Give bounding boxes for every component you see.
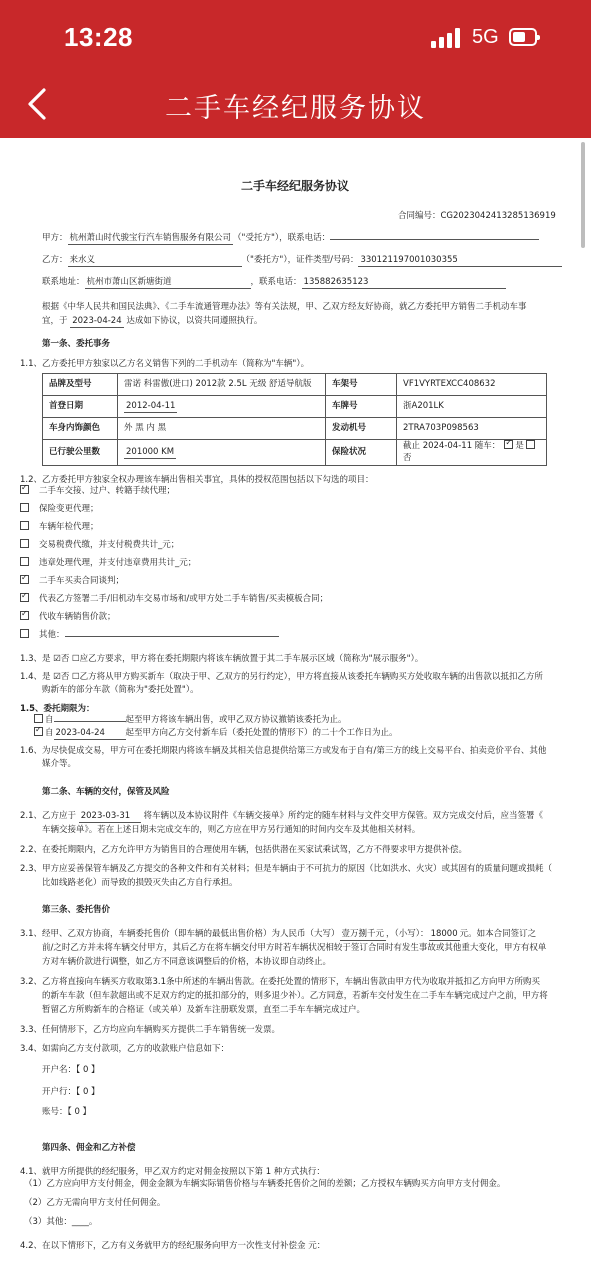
option-2[interactable]: 保险变更代理； — [20, 503, 99, 515]
option-3[interactable]: 车辆年检代理； — [20, 521, 99, 533]
option-7[interactable]: ✓代表乙方签署二手/旧机动车交易市场和/或甲方处二手车销售/买卖模板合同； — [20, 593, 328, 605]
option-9[interactable]: 其他： — [20, 629, 279, 641]
address-line: 联系地址： 杭州市萧山区新塘街道 ，联系电话： 135882635123 — [42, 276, 506, 289]
document-title: 二手车经纪服务协议 — [240, 179, 349, 193]
option-4[interactable]: 交易税费代缴，并支付税费共计_元； — [20, 539, 179, 551]
party-a-line: 甲方： 杭州萧山时代骏宝行汽车销售服务有限公司 （"受托方"），联系电话： — [42, 232, 539, 245]
term-option-b[interactable]: ✓自 2023-04-24 起至甲方向乙方交付新车后（委托处置的情形下）的二十个工作日为止。 — [34, 727, 398, 740]
network-label: 5G — [472, 26, 499, 48]
option-5[interactable]: 违章处理代理，并支付违章费用共计_元； — [20, 557, 196, 569]
clause-3-2-line-1: 3.2、乙方将直接向车辆买方收取第3.1条中所述的车辆出售款。在委托处置的情形下，车辆出售款由甲方代为收取并抵扣乙方向甲方所购买 — [20, 977, 541, 987]
clause-4-1: 4.1、就甲方所提供的经纪服务，甲乙双方约定对佣金按照以下第 1 种方式执行： — [20, 1167, 325, 1177]
clause-2-1-line-1: 2.1、乙方应于 2023-03-31 将车辆以及本协议附件《车辆交接单》所约定的随车材料与文件交甲方保管。双方完成交付后，应当签署《 — [20, 810, 543, 823]
signal-icon — [431, 28, 463, 48]
agreement-document — [20, 148, 560, 1280]
option-6[interactable]: ✓二手车买卖合同谈判； — [20, 575, 124, 587]
clause-1-3: 1.3、是 ☑否 ☐应乙方要求，甲方将在委托期限内将该车辆放置于其二手车展示区域（简称为"展示服务"）。 — [20, 654, 424, 664]
clause-3-2-line-3: 暂留乙方所购新车的合格证（或关单）及新车注册联发票，直至二手车车辆完成过户。 — [42, 1005, 366, 1015]
clause-4-1-option-1: （1）乙方应向甲方支付佣金，佣金金额为车辆实际销售价格与车辆委托售价之间的差额；乙方授权车辆购买方向甲方支付佣金。 — [24, 1179, 506, 1189]
section-2-heading: 第二条、车辆的交付，保管及风险 — [42, 787, 170, 797]
party-b-line: 乙方： 来水义 （"委托方"），证件类型/号码： 330121197001030355 — [42, 254, 562, 267]
preface-line-2: 宜，于 2023-04-24 达成如下协议，以资共同遵照执行。 — [42, 315, 262, 328]
account-number: 账号：【 0 】 — [42, 1107, 92, 1117]
clause-2-3-line-2: 比如线路老化）而导致的损毁灭失由乙方自行承担。 — [42, 878, 238, 888]
clause-1-1: 1.1、乙方委托甲方独家以乙方名义销售下列的二手机动车（简称为"车辆"）。 — [20, 359, 310, 369]
section-4-heading: 第四条、佣金和乙方补偿 — [42, 1143, 136, 1153]
clause-1-6-line-1: 1.6、为尽快促成交易，甲方可在委托期限内将该车辆及其相关信息提供给第三方或发布于自有/第三方的线上交易平台、拍卖竞价平台、其他 — [20, 746, 547, 756]
clause-1-4-line-1: 1.4、是 ☑否 ☐乙方将从甲方购买新车（取决于甲、乙双方的另行约定），甲方将直接从该委托车辆购买方处收取车辆的出售款以抵扣乙方所 — [20, 672, 543, 682]
app-header — [0, 0, 591, 138]
option-8[interactable]: ✓代收车辆销售价款； — [20, 611, 116, 623]
clause-3-3: 3.3、任何情形下，乙方均应向车辆购买方提供二手车销售统一发票。 — [20, 1025, 281, 1035]
clause-4-1-option-3: （3）其他：____。 — [24, 1217, 98, 1227]
section-3-heading: 第三条、委托售价 — [42, 905, 111, 915]
clause-4-2: 4.2、在以下情形下，乙方有义务就甲方的经纪服务向甲方一次性支付补偿金 元： — [20, 1241, 326, 1251]
vehicle-info-table: 品牌及型号 雷诺 科雷傲(进口) 2012款 2.5L 无级 舒适导航版 车架号 VF1VYRTEXCC408632 首登日期 2012-04-11 车牌号 浙A201LK 车身内饰颜色 外 黑 内 黑 发动机号 2TRA703P098563 已行驶公里数 201000 KM 保险状况 截止 2024-04-11 随车：✓ 是否 — [42, 373, 547, 466]
clause-3-1-line-2: 前/之时乙方并未将车辆交付甲方，其后乙方在将车辆交付甲方时若车辆状况相较于签订合同时有发生事故或其他重大变化，甲方有权单 — [42, 943, 547, 953]
clause-1-4-line-2: 购新车的部分车款（简称为"委托处置"）。 — [42, 685, 199, 695]
clause-2-2: 2.2、在委托期限内，乙方允许甲方为销售目的合理使用车辆，包括供潜在买家试乘试驾，乙方不得要求甲方提供补偿。 — [20, 845, 468, 855]
term-option-a[interactable]: 自 起至甲方将该车辆出售，或甲乙双方协议撤销该委托为止。 — [34, 714, 347, 726]
page-title: 二手车经纪服务协议 — [165, 93, 426, 124]
account-bank: 开户行：【 0 】 — [42, 1087, 100, 1097]
clause-3-1-line-3: 方对车辆价款进行调整，如乙方不同意该调整后的价格，本协议即自动终止。 — [42, 957, 332, 967]
contract-number: 合同编号：CG2023042413285136919 — [398, 211, 556, 221]
clause-3-4: 3.4、如需向乙方支付款项，乙方的收款账户信息如下： — [20, 1044, 230, 1054]
battery-icon — [509, 28, 537, 46]
clause-2-1-line-2: 车辆交接单》。若在上述日期未完成交车的，则乙方应在甲方另行通知的时间内交车及其他相关材料。 — [42, 825, 421, 835]
clause-3-1-line-1: 3.1、经甲、乙双方协商，车辆委托售价（即车辆的最低出售价格）为人民币（大写） 壹万捌千元 ，（小写）： 18000 元。如本合同签订之 — [20, 928, 536, 941]
clause-4-1-option-2: （2）乙方无需向甲方支付任何佣金。 — [24, 1198, 166, 1208]
clause-1-2: 1.2、乙方委托甲方独家全权办理该车辆出售相关事宜，具体的授权范围包括以下勾选的项目： — [20, 475, 374, 485]
scrollbar[interactable] — [581, 142, 585, 248]
clause-1-6-line-2: 媒介等。 — [42, 759, 77, 769]
option-1[interactable]: ✓二手车交接、过户、转籍手续代理； — [20, 485, 175, 497]
clause-2-3-line-1: 2.3、甲方应妥善保管车辆及乙方提交的各种文件和有关材料；但是车辆由于不可抗力的原因（比如洪水、火灾）或其固有的质量问题或损耗（ — [20, 864, 553, 874]
clause-3-2-line-2: 的新车车款（但车款超出或不足双方约定的抵扣部分的，则多退少补）。乙方同意，若新车交付发生在二手车车辆完成过户之前，甲方将 — [42, 991, 548, 1001]
section-1-heading: 第一条、委托事务 — [42, 339, 111, 349]
preface-line-1: 根据《中华人民共和国民法典》、《二手车流通管理办法》等有关法规，甲、乙双方经友好协商，就乙方委托甲方销售二手机动车事 — [42, 302, 527, 312]
status-time: 13:28 — [64, 22, 133, 52]
account-name: 开户名：【 0 】 — [42, 1065, 100, 1075]
clause-1-5: 1.5、委托期限为： — [20, 704, 95, 714]
